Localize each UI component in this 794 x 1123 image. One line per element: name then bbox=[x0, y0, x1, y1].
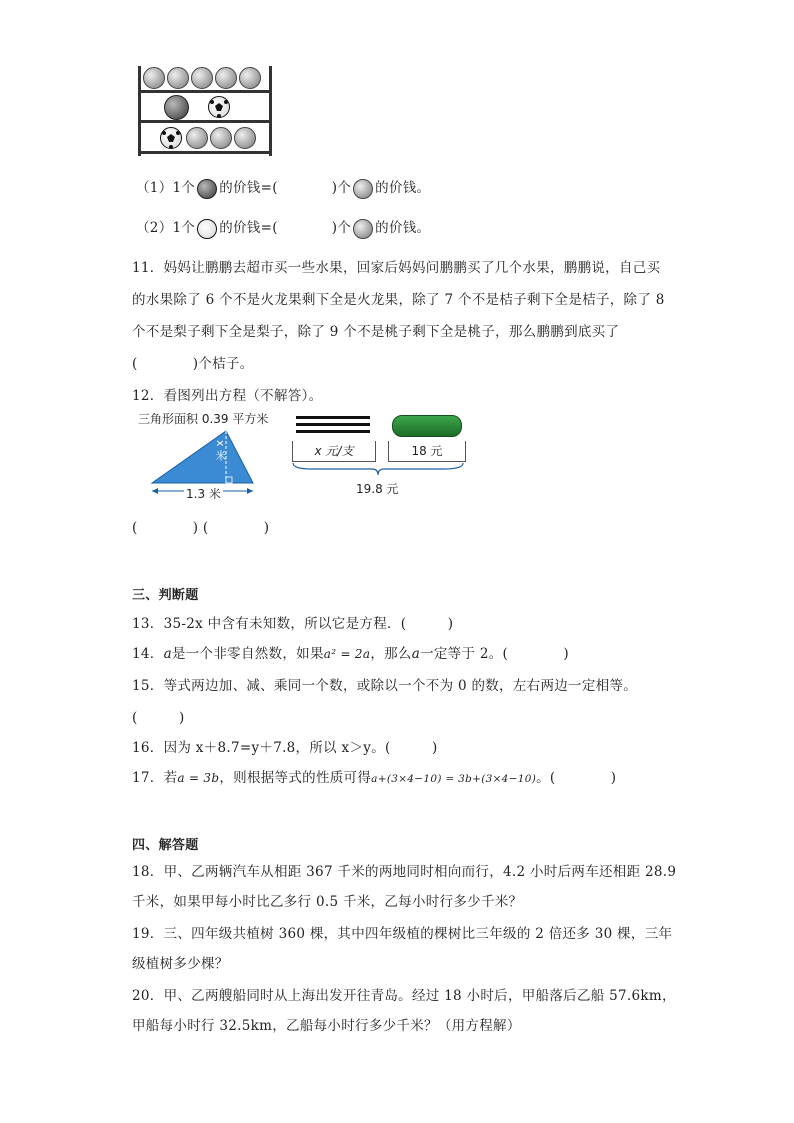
pen-icon bbox=[296, 416, 370, 419]
q12-title: 12．看图列出方程（不解答）。 bbox=[132, 388, 323, 404]
section4-title: 四、解答题 bbox=[132, 838, 199, 853]
volleyball-icon bbox=[215, 67, 237, 89]
q17-text1: ，则根据等式的性质可得 bbox=[219, 770, 372, 786]
volleyball-icon bbox=[143, 67, 165, 89]
q15: 15．等式两边加、减、乘同一个数，或除以一个不为 0 的数，左右两边一定相等。 bbox=[132, 678, 638, 694]
q10-p2-mid: 的价钱=( bbox=[219, 220, 278, 236]
ball-rack-figure bbox=[138, 66, 272, 156]
q17-text2: 。( ) bbox=[536, 770, 617, 786]
math-expr17: a+(3×4−10) = 3b+(3×4−10) bbox=[371, 773, 537, 785]
q11-line1: 11．妈妈让鹏鹏去超市买一些水果，回家后妈妈问鹏鹏买了几个水果，鹏鹏说，自己买 bbox=[132, 260, 661, 276]
q12-triangle-figure bbox=[136, 410, 296, 505]
rack-shelf-2 bbox=[138, 120, 272, 123]
triangle-height-label: x 米 bbox=[214, 440, 227, 462]
pencil-case-price-box bbox=[388, 441, 466, 462]
q18-line2: 千米，如果甲每小时比乙多行 0.5 千米，乙每小时行多少千米？ bbox=[132, 894, 523, 910]
basketball-icon bbox=[164, 95, 189, 120]
soccer-ball-icon bbox=[197, 219, 217, 239]
volleyball-icon bbox=[167, 67, 189, 89]
pen-icon bbox=[296, 430, 370, 433]
rack-right-post bbox=[269, 66, 272, 156]
total-price-label: 19.8 元 bbox=[356, 482, 399, 496]
soccer-ball-icon bbox=[160, 127, 182, 149]
q19-line2: 级植树多少棵？ bbox=[132, 956, 229, 972]
q13: 13．35-2x 中含有未知数，所以它是方程．( ) bbox=[132, 616, 454, 632]
q18-line1: 18．甲、乙两辆汽车从相距 367 千米的两地同时相向而行，4.2 小时后两车还相距 28.9 bbox=[132, 864, 677, 880]
soccer-ball-icon bbox=[208, 96, 230, 118]
math-a: a bbox=[163, 646, 172, 662]
q14-text3: 一定等于 2。( ) bbox=[420, 646, 569, 662]
q14-number: 14． bbox=[132, 646, 164, 662]
volleyball-icon bbox=[234, 127, 256, 149]
q10-p2-prefix: （2）1个 bbox=[136, 220, 196, 236]
math-a: a bbox=[411, 646, 421, 662]
pen-price-label: x 元/支 bbox=[314, 444, 354, 458]
q10-part2 bbox=[136, 216, 430, 239]
q14-text2: ，那么 bbox=[370, 646, 412, 662]
triangle-base-label: 1.3 米 bbox=[186, 487, 221, 501]
q10-p2-end: 的价钱。 bbox=[375, 220, 431, 236]
math-eq14: a² = 2a bbox=[323, 647, 371, 661]
volleyball-icon bbox=[210, 127, 232, 149]
q20-line2: 甲船每小时行 32.5km，乙船每小时行多少千米？（用方程解） bbox=[132, 1018, 521, 1034]
pencil-case-icon bbox=[392, 415, 462, 437]
volleyball-icon bbox=[353, 179, 373, 199]
pencil-case-price-label: 18 元 bbox=[411, 444, 443, 458]
rack-shelf-1 bbox=[138, 90, 272, 93]
pen-icon bbox=[296, 423, 370, 426]
rack-left-post bbox=[138, 66, 141, 156]
volleyball-icon bbox=[186, 127, 208, 149]
math-eq17: a = 3b bbox=[177, 771, 220, 785]
q10-p1-suffix: )个 bbox=[331, 180, 352, 196]
section3-title: 三、判断题 bbox=[132, 588, 199, 603]
rack-shelf-3 bbox=[138, 151, 272, 154]
q14-text1: 是一个非零自然数，如果 bbox=[171, 646, 324, 662]
q10-part1 bbox=[136, 176, 430, 199]
q10-p1-prefix: （1）1个 bbox=[136, 180, 196, 196]
volleyball-icon bbox=[239, 67, 261, 89]
q19-line1: 19．三、四年级共植树 360 棵，其中四年级植的棵树比三年级的 2 倍还多 30 棵，三年 bbox=[132, 926, 673, 942]
total-brace bbox=[292, 462, 464, 476]
pen-price-box bbox=[292, 441, 376, 462]
q10-p2-suffix: )个 bbox=[331, 220, 352, 236]
q10-p1-end: 的价钱。 bbox=[375, 180, 431, 196]
q15-blank[interactable]: ( ) bbox=[132, 710, 185, 726]
basketball-icon bbox=[197, 179, 217, 199]
q16: 16．因为 x＋8.7=y＋7.8，所以 x＞y。( ) bbox=[132, 740, 438, 756]
triangle-area-label: 三角形面积 0.39 平方米 bbox=[138, 412, 269, 426]
q20-line1: 20．甲、乙两艘船同时从上海出发开往青岛。经过 18 小时后，甲船落后乙船 57.6km， bbox=[132, 988, 676, 1004]
volleyball-icon bbox=[353, 219, 373, 239]
q12-pens-figure bbox=[290, 412, 470, 502]
q14 bbox=[132, 642, 569, 662]
q10-p1-mid: 的价钱=( bbox=[219, 180, 278, 196]
q12-answers[interactable]: ( ) ( ) bbox=[132, 520, 270, 536]
q17 bbox=[132, 766, 616, 786]
volleyball-icon bbox=[191, 67, 213, 89]
q11-line3: 个不是梨子剩下全是梨子，除了 9 个不是桃子剩下全是桃子，那么鹏鹏到底买了 bbox=[132, 324, 620, 340]
q11-line2: 的水果除了 6 个不是火龙果剩下全是火龙果，除了 7 个不是桔子剩下全是桔子，除了 8 bbox=[132, 292, 665, 308]
q17-number: 17．若 bbox=[132, 770, 178, 786]
q11-line4: ( )个桔子。 bbox=[132, 356, 254, 372]
